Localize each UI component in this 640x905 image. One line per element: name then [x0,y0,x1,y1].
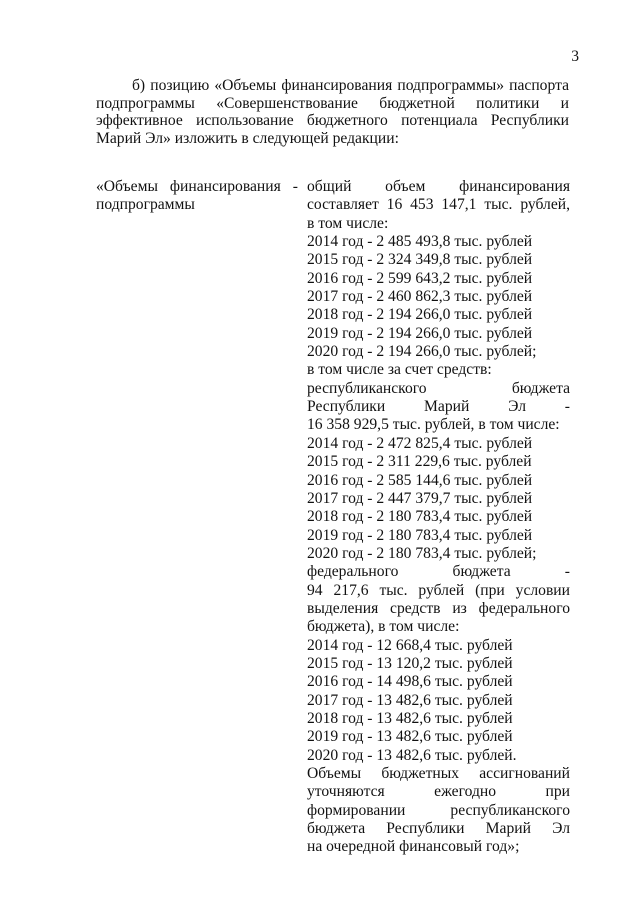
intro-line: эффективное использование бюджетного потенциала Республики [96,112,569,130]
right-cell-line: Республики Марий Эл - [307,398,570,416]
right-cell-line: 2016 год - 14 498,6 тыс. рублей [307,673,513,691]
right-cell-line: формировании республиканского [307,801,570,819]
right-cell-line: 2015 год - 2 311 229,6 тыс. рублей [307,453,532,471]
right-cell-line: общий объем финансирования [307,178,570,195]
right-cell-line: 2020 год - 2 180 783,4 тыс. рублей; [307,544,537,562]
right-cell-line: бюджета), в том числе: [307,618,460,636]
left-cell-line: подпрограммы [96,195,195,213]
right-cell-line: 2014 год - 2 472 825,4 тыс. рублей [307,434,533,452]
intro-line: Марий Эл» изложить в следующей редакции: [96,129,399,147]
right-cell-line: уточняются ежегодно при [307,783,570,801]
right-cell-line: 2015 год - 2 324 349,8 тыс. рублей [307,251,533,269]
right-cell-line: 2014 год - 12 668,4 тыс. рублей [307,636,513,654]
right-cell-line: 2016 год - 2 585 144,6 тыс. рублей [307,471,533,489]
right-cell-line: республиканского бюджета [307,379,570,397]
right-cell-line: в том числе: [307,214,389,232]
right-cell-line: федерального бюджета - [307,563,570,581]
right-cell-line: 94 217,6 тыс. рублей (при условии [307,581,570,599]
right-cell-line: 2019 год - 2 194 266,0 тыс. рублей [307,324,533,342]
right-cell-line: 2014 год - 2 485 493,8 тыс. рублей [307,233,533,251]
right-cell-line: 16 358 929,5 тыс. рублей, в том числе: [307,416,560,434]
right-cell-line: 2017 год - 13 482,6 тыс. рублей [307,691,513,709]
right-cell-line: 2019 год - 13 482,6 тыс. рублей [307,728,513,746]
right-cell-line: 2018 год - 2 180 783,4 тыс. рублей [307,508,533,526]
right-cell-line: 2020 год - 13 482,6 тыс. рублей. [307,746,517,764]
right-cell-line: 2017 год - 2 447 379,7 тыс. рублей [307,489,533,507]
intro-line: подпрограммы «Совершенствование бюджетной политики и [96,94,569,112]
right-cell-line: 2015 год - 13 120,2 тыс. рублей [307,654,513,672]
right-cell-line: в том числе за счет средств: [307,361,492,379]
right-cell-line: 2018 год - 13 482,6 тыс. рублей [307,709,513,727]
page-number: 3 [571,48,579,65]
right-cell-line: составляет 16 453 147,1 тыс. рублей, [307,196,570,214]
right-cell-line: 2019 год - 2 180 783,4 тыс. рублей [307,526,533,544]
right-cell-line: бюджета Республики Марий Эл [307,820,570,838]
intro-line: б) позицию «Объемы финансирования подпрограммы» паспорта [132,77,569,94]
right-cell-line: 2017 год - 2 460 862,3 тыс. рублей [307,288,533,306]
right-cell-line: выделения средств из федерального [307,599,570,617]
table-left-cell [96,178,298,213]
right-cell-line: на очередной финансовый год»; [307,838,520,856]
left-cell-line: «Объемы финансирования - [96,178,298,195]
right-cell-line: Объемы бюджетных ассигнований [307,765,570,782]
right-cell-line: 2016 год - 2 599 643,2 тыс. рублей [307,269,533,287]
right-cell-line: 2018 год - 2 194 266,0 тыс. рублей [307,306,533,324]
table-right-cell [307,178,570,857]
intro-paragraph [96,77,569,147]
right-cell-line: 2020 год - 2 194 266,0 тыс. рублей; [307,343,537,361]
